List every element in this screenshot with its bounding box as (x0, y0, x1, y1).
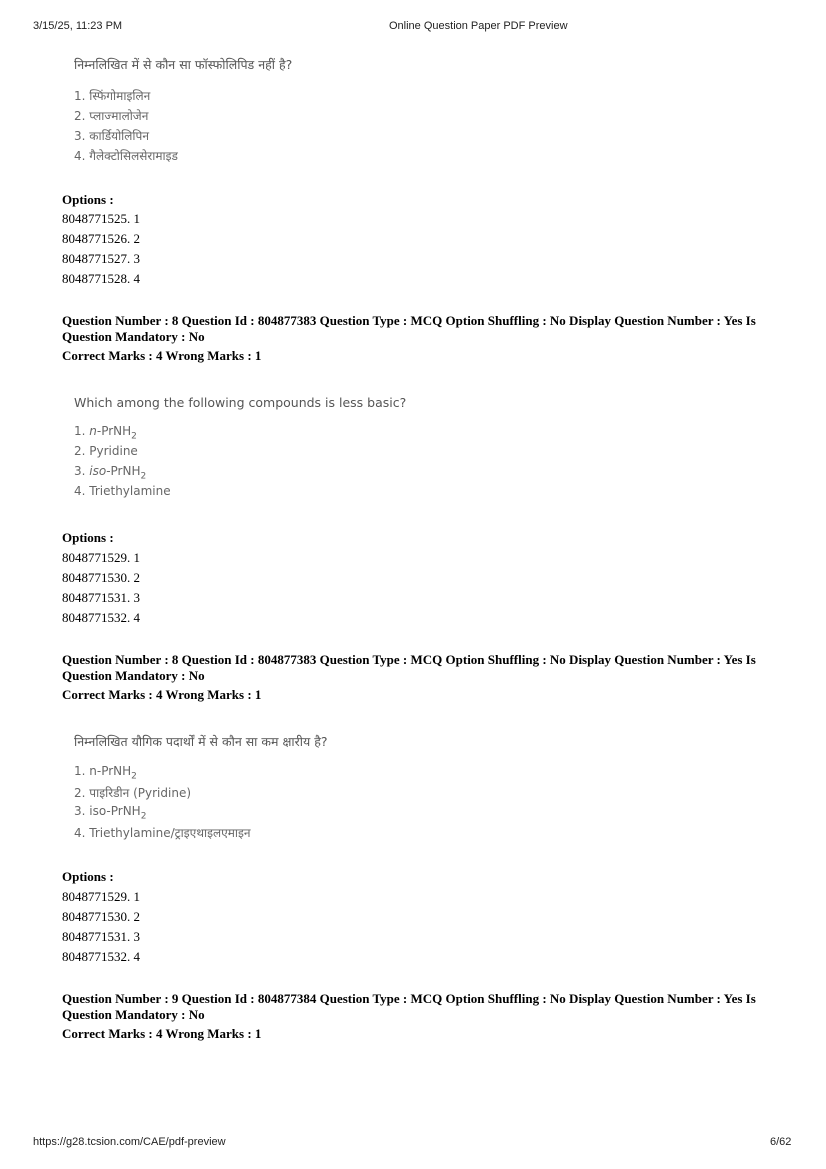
question-meta (62, 313, 782, 364)
choice-4: 4. Triethylamine (74, 484, 171, 498)
question-stem: निम्नलिखित यौगिक पदार्थों में से कौन सा कम क्षारीय है? (74, 734, 328, 749)
question-meta-line: Question Number : 9 Question Id : 804877384 Question Type : MCQ Option Shuffling : No Display Question Number : Yes Is Question Mandatory : No (62, 991, 756, 1022)
choice-3: 3. कार्डियोलिपिन (74, 129, 150, 143)
option-row: 8048771528. 4 (62, 271, 140, 286)
choice-1: 1. n-PrNH$_2$ (74, 764, 137, 782)
option-row: 8048771525. 1 (62, 211, 140, 226)
option-row: 8048771526. 2 (62, 231, 140, 246)
question-meta (62, 652, 782, 703)
page-url: https://g28.tcsion.com/CAE/pdf-preview (33, 1136, 226, 1148)
choice-4: 4. गैलेक्टोसिलसेरामाइड (74, 149, 178, 163)
option-row: 8048771532. 4 (62, 610, 140, 625)
question-stem: Which among the following compounds is less basic? (74, 395, 407, 410)
option-row: 8048771532. 4 (62, 949, 140, 964)
choice-2: 2. प्लाज्मालोजेन (74, 109, 149, 123)
question-image-1 (74, 56, 292, 167)
page-title: Online Question Paper PDF Preview (389, 20, 568, 32)
choice-3: 3. iso-PrNH$_2$ (74, 464, 147, 482)
print-datetime: 3/15/25, 11:23 PM (33, 20, 123, 32)
choice-3: 3. iso-PrNH$_2$ (74, 804, 147, 822)
question-meta (62, 991, 782, 1042)
option-row: 8048771530. 2 (62, 909, 140, 924)
option-row: 8048771527. 3 (62, 251, 140, 266)
page-number: 6/62 (770, 1136, 792, 1148)
options-label: Options : (62, 869, 114, 884)
question-image-2 (74, 395, 406, 504)
option-row: 8048771531. 3 (62, 929, 140, 944)
choice-1: 1. स्फिंगोमाइलिन (74, 89, 151, 103)
option-row: 8048771531. 3 (62, 590, 140, 605)
choice-4: 4. Triethylamine/ट्राइएथाइलएमाइन (74, 826, 251, 840)
marks-line: Correct Marks : 4 Wrong Marks : 1 (62, 348, 262, 363)
options-label: Options : (62, 192, 114, 207)
marks-line: Correct Marks : 4 Wrong Marks : 1 (62, 687, 262, 702)
choice-2: 2. Pyridine (74, 444, 138, 458)
options-label: Options : (62, 530, 114, 545)
question-image-3 (74, 733, 327, 844)
question-stem: निम्नलिखित में से कौन सा फॉस्फोलिपिड नहीं है? (74, 57, 293, 72)
option-row: 8048771529. 1 (62, 889, 140, 904)
option-row: 8048771530. 2 (62, 570, 140, 585)
choice-2: 2. पाइरिडीन (Pyridine) (74, 786, 192, 800)
marks-line: Correct Marks : 4 Wrong Marks : 1 (62, 1026, 262, 1041)
question-meta-line: Question Number : 8 Question Id : 804877383 Question Type : MCQ Option Shuffling : No Display Question Number : Yes Is Question Mandatory : No (62, 652, 756, 683)
choice-1: 1. n-PrNH$_2$ (74, 424, 137, 442)
question-meta-line: Question Number : 8 Question Id : 804877383 Question Type : MCQ Option Shuffling : No Display Question Number : Yes Is Question Mandatory : No (62, 313, 756, 344)
option-row: 8048771529. 1 (62, 550, 140, 565)
